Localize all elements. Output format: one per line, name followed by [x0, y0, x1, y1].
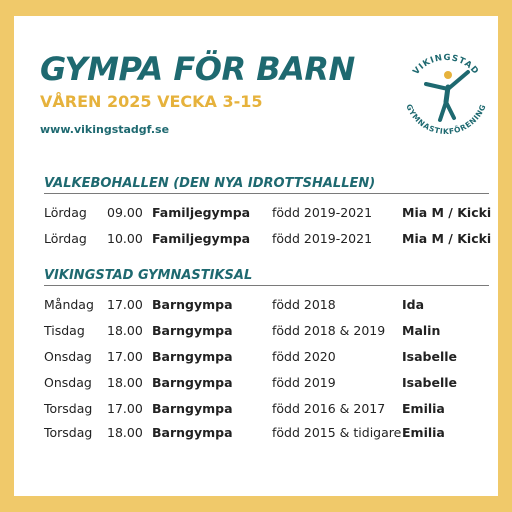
schedule-row: [44, 202, 494, 224]
schedule-row: [44, 320, 494, 342]
row-born: född 2016 & 2017: [272, 401, 386, 416]
row-leader: Malin: [402, 323, 441, 338]
row-day: Onsdag: [44, 375, 92, 390]
row-born: född 2015 & tidigare: [272, 425, 402, 440]
row-time: 17.00: [107, 297, 143, 312]
logo-text-top: VIKINGSTAD: [411, 52, 481, 78]
row-born: född 2019-2021: [272, 205, 373, 220]
page-title: GYMPA FÖR BARN: [40, 50, 355, 88]
section-divider: [44, 285, 489, 286]
row-activity: Barngympa: [152, 349, 233, 364]
row-activity: Barngympa: [152, 323, 233, 338]
row-leader: Emilia: [402, 401, 445, 416]
page-subtitle: VÅREN 2025 VECKA 3-15: [40, 92, 263, 111]
gymnast-figure-icon: [426, 71, 468, 120]
row-leader: Isabelle: [402, 349, 457, 364]
club-logo: [396, 42, 496, 142]
row-leader: Isabelle: [402, 375, 457, 390]
row-leader: Ida: [402, 297, 425, 312]
row-leader: Mia M / Kicki: [402, 205, 492, 220]
row-day: Tisdag: [44, 323, 85, 338]
row-time: 18.00: [107, 323, 143, 338]
row-activity: Familjegympa: [152, 231, 251, 246]
row-time: 17.00: [107, 401, 143, 416]
row-activity: Barngympa: [152, 297, 233, 312]
row-time: 09.00: [107, 205, 143, 220]
schedule-row: [44, 346, 494, 368]
row-leader: Emilia: [402, 425, 445, 440]
row-day: Onsdag: [44, 349, 92, 364]
schedule-row: [44, 398, 494, 420]
poster-card: [14, 16, 498, 496]
row-day: Torsdag: [44, 425, 93, 440]
row-time: 10.00: [107, 231, 143, 246]
row-activity: Barngympa: [152, 375, 233, 390]
schedule-row: [44, 294, 494, 316]
row-day: Torsdag: [44, 401, 93, 416]
row-born: född 2018: [272, 297, 336, 312]
row-born: född 2019: [272, 375, 336, 390]
row-activity: Barngympa: [152, 401, 233, 416]
row-day: Lördag: [44, 231, 87, 246]
section-divider: [44, 193, 489, 194]
section-heading-gymnastiksal: VIKINGSTAD GYMNASTIKSAL: [44, 268, 253, 283]
row-leader: Mia M / Kicki: [402, 231, 492, 246]
logo-text-bottom: GYMNASTIKFÖRENING: [404, 102, 488, 137]
row-activity: Familjegympa: [152, 205, 251, 220]
row-time: 17.00: [107, 349, 143, 364]
schedule-row: [44, 372, 494, 394]
section-heading-valkebohallen: VALKEBOHALLEN (DEN NYA IDROTTSHALLEN): [44, 176, 376, 191]
schedule-row: [44, 228, 494, 250]
row-born: född 2018 & 2019: [272, 323, 386, 338]
row-day: Lördag: [44, 205, 87, 220]
row-time: 18.00: [107, 425, 143, 440]
schedule-row: [44, 422, 494, 444]
row-day: Måndag: [44, 297, 94, 312]
row-time: 18.00: [107, 375, 143, 390]
row-activity: Barngympa: [152, 425, 233, 440]
website-link[interactable]: www.vikingstadgf.se: [40, 123, 170, 136]
row-born: född 2019-2021: [272, 231, 373, 246]
row-born: född 2020: [272, 349, 336, 364]
